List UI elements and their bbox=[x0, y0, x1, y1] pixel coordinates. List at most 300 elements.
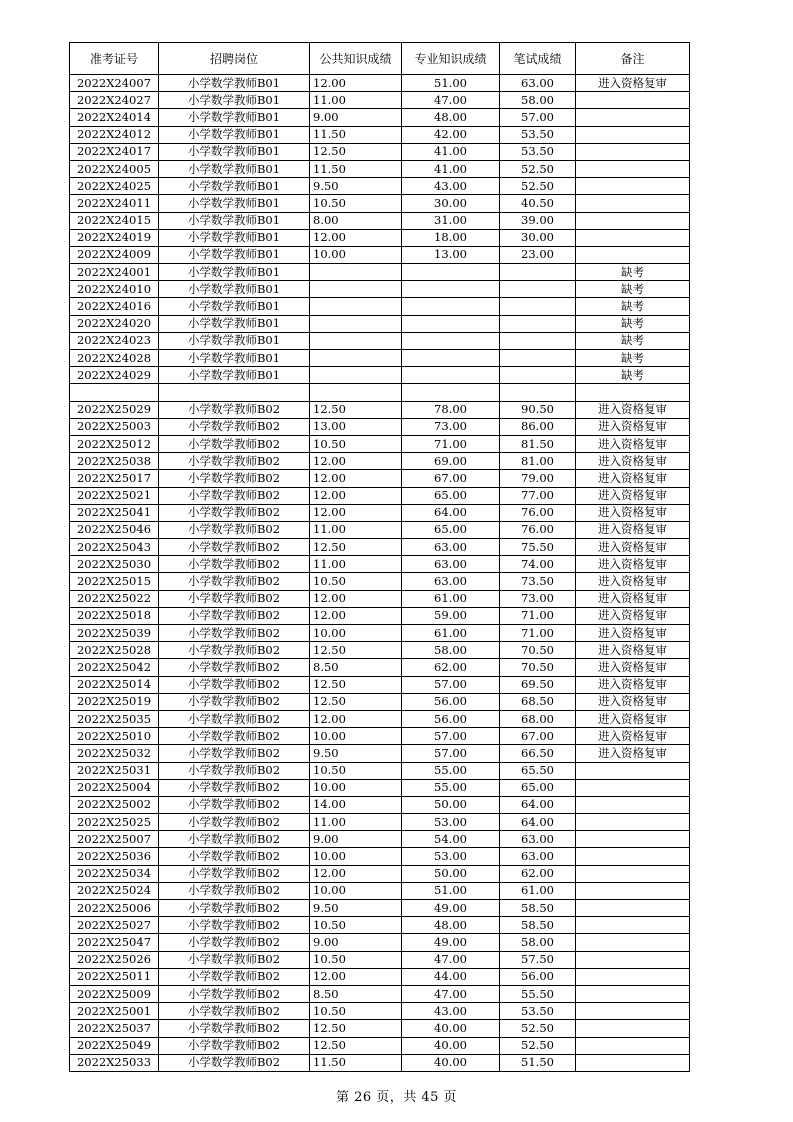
cell-professional-score: 49.00 bbox=[402, 934, 500, 951]
cell-written-score: 67.00 bbox=[500, 728, 576, 745]
cell-professional-score bbox=[402, 298, 500, 315]
header-position: 招聘岗位 bbox=[159, 43, 310, 75]
cell-remarks: 进入资格复审 bbox=[576, 521, 690, 538]
cell-exam-id: 2022X24023 bbox=[70, 332, 159, 349]
cell-written-score: 57.50 bbox=[500, 951, 576, 968]
cell-professional-score: 71.00 bbox=[402, 435, 500, 452]
cell-professional-score: 44.00 bbox=[402, 968, 500, 985]
table-row bbox=[70, 367, 690, 384]
cell-public-score: 10.50 bbox=[310, 917, 402, 934]
cell-remarks bbox=[576, 229, 690, 246]
cell-remarks bbox=[576, 1003, 690, 1020]
cell-position: 小学数学教师B01 bbox=[159, 109, 310, 126]
cell-position: 小学数学教师B02 bbox=[159, 435, 310, 452]
cell-written-score: 65.50 bbox=[500, 762, 576, 779]
cell-written-score: 62.00 bbox=[500, 865, 576, 882]
cell-position: 小学数学教师B02 bbox=[159, 848, 310, 865]
cell-public-score bbox=[310, 298, 402, 315]
cell-professional-score: 51.00 bbox=[402, 882, 500, 899]
cell-written-score: 81.50 bbox=[500, 435, 576, 452]
cell-professional-score: 55.00 bbox=[402, 762, 500, 779]
cell-public-score bbox=[310, 315, 402, 332]
cell-exam-id: 2022X24014 bbox=[70, 109, 159, 126]
cell-written-score: 58.50 bbox=[500, 900, 576, 917]
table-row bbox=[70, 831, 690, 848]
table-row bbox=[70, 1054, 690, 1071]
cell-position: 小学数学教师B02 bbox=[159, 401, 310, 418]
cell-public-score: 9.00 bbox=[310, 831, 402, 848]
cell-professional-score: 40.00 bbox=[402, 1020, 500, 1037]
header-row bbox=[70, 43, 690, 75]
cell-position: 小学数学教师B01 bbox=[159, 160, 310, 177]
cell-position: 小学数学教师B02 bbox=[159, 539, 310, 556]
cell-exam-id: 2022X25019 bbox=[70, 693, 159, 710]
cell-public-score: 14.00 bbox=[310, 796, 402, 813]
cell-public-score bbox=[310, 384, 402, 401]
cell-written-score: 63.00 bbox=[500, 848, 576, 865]
cell-position: 小学数学教师B02 bbox=[159, 968, 310, 985]
cell-exam-id: 2022X25022 bbox=[70, 590, 159, 607]
cell-written-score bbox=[500, 315, 576, 332]
cell-position: 小学数学教师B01 bbox=[159, 143, 310, 160]
cell-written-score bbox=[500, 281, 576, 298]
cell-remarks: 缺考 bbox=[576, 350, 690, 367]
cell-public-score: 11.50 bbox=[310, 160, 402, 177]
cell-professional-score: 30.00 bbox=[402, 195, 500, 212]
cell-exam-id: 2022X25018 bbox=[70, 607, 159, 624]
cell-exam-id: 2022X24016 bbox=[70, 298, 159, 315]
cell-position: 小学数学教师B02 bbox=[159, 659, 310, 676]
table-row bbox=[70, 350, 690, 367]
cell-remarks bbox=[576, 865, 690, 882]
cell-written-score: 39.00 bbox=[500, 212, 576, 229]
cell-written-score: 53.50 bbox=[500, 1003, 576, 1020]
table-row bbox=[70, 298, 690, 315]
cell-professional-score: 67.00 bbox=[402, 470, 500, 487]
table-row bbox=[70, 160, 690, 177]
cell-position: 小学数学教师B01 bbox=[159, 178, 310, 195]
cell-position: 小学数学教师B02 bbox=[159, 1054, 310, 1071]
cell-public-score: 12.00 bbox=[310, 75, 402, 92]
cell-public-score: 11.00 bbox=[310, 556, 402, 573]
cell-public-score: 12.50 bbox=[310, 1020, 402, 1037]
cell-professional-score: 65.00 bbox=[402, 487, 500, 504]
cell-exam-id: 2022X25049 bbox=[70, 1037, 159, 1054]
cell-position: 小学数学教师B02 bbox=[159, 573, 310, 590]
cell-professional-score bbox=[402, 384, 500, 401]
cell-written-score: 70.50 bbox=[500, 642, 576, 659]
cell-public-score: 10.00 bbox=[310, 246, 402, 263]
cell-written-score: 81.00 bbox=[500, 453, 576, 470]
cell-position bbox=[159, 384, 310, 401]
cell-written-score: 53.50 bbox=[500, 126, 576, 143]
cell-remarks bbox=[576, 951, 690, 968]
cell-public-score: 10.50 bbox=[310, 951, 402, 968]
cell-written-score: 53.50 bbox=[500, 143, 576, 160]
cell-remarks bbox=[576, 900, 690, 917]
cell-public-score: 10.00 bbox=[310, 848, 402, 865]
cell-position: 小学数学教师B02 bbox=[159, 882, 310, 899]
cell-public-score: 10.50 bbox=[310, 195, 402, 212]
table-row bbox=[70, 951, 690, 968]
cell-exam-id: 2022X24020 bbox=[70, 315, 159, 332]
cell-professional-score: 50.00 bbox=[402, 796, 500, 813]
cell-written-score: 86.00 bbox=[500, 418, 576, 435]
table-row bbox=[70, 384, 690, 401]
cell-exam-id: 2022X25029 bbox=[70, 401, 159, 418]
table-row bbox=[70, 229, 690, 246]
cell-public-score: 11.50 bbox=[310, 1054, 402, 1071]
table-row bbox=[70, 968, 690, 985]
table-row bbox=[70, 332, 690, 349]
cell-public-score bbox=[310, 281, 402, 298]
cell-professional-score: 41.00 bbox=[402, 143, 500, 160]
table-row bbox=[70, 470, 690, 487]
cell-remarks: 进入资格复审 bbox=[576, 659, 690, 676]
cell-exam-id: 2022X25039 bbox=[70, 625, 159, 642]
cell-remarks: 进入资格复审 bbox=[576, 75, 690, 92]
cell-exam-id: 2022X24005 bbox=[70, 160, 159, 177]
cell-professional-score: 63.00 bbox=[402, 573, 500, 590]
cell-professional-score: 50.00 bbox=[402, 865, 500, 882]
cell-remarks bbox=[576, 779, 690, 796]
cell-professional-score: 64.00 bbox=[402, 504, 500, 521]
table-row bbox=[70, 900, 690, 917]
cell-public-score: 10.50 bbox=[310, 1003, 402, 1020]
cell-exam-id: 2022X25035 bbox=[70, 710, 159, 727]
cell-remarks: 缺考 bbox=[576, 315, 690, 332]
cell-written-score: 90.50 bbox=[500, 401, 576, 418]
cell-written-score bbox=[500, 332, 576, 349]
cell-public-score: 11.50 bbox=[310, 126, 402, 143]
cell-position: 小学数学教师B02 bbox=[159, 487, 310, 504]
cell-professional-score: 54.00 bbox=[402, 831, 500, 848]
table-row bbox=[70, 796, 690, 813]
cell-written-score: 64.00 bbox=[500, 814, 576, 831]
cell-public-score: 12.00 bbox=[310, 487, 402, 504]
table-row bbox=[70, 659, 690, 676]
cell-position: 小学数学教师B02 bbox=[159, 504, 310, 521]
cell-position: 小学数学教师B02 bbox=[159, 418, 310, 435]
cell-remarks: 进入资格复审 bbox=[576, 573, 690, 590]
cell-professional-score: 56.00 bbox=[402, 693, 500, 710]
cell-professional-score: 61.00 bbox=[402, 590, 500, 607]
table-row bbox=[70, 865, 690, 882]
cell-public-score: 12.00 bbox=[310, 229, 402, 246]
cell-written-score: 76.00 bbox=[500, 504, 576, 521]
cell-position: 小学数学教师B02 bbox=[159, 470, 310, 487]
cell-public-score: 12.00 bbox=[310, 607, 402, 624]
table-row bbox=[70, 195, 690, 212]
cell-remarks bbox=[576, 246, 690, 263]
cell-public-score: 10.50 bbox=[310, 573, 402, 590]
cell-remarks bbox=[576, 92, 690, 109]
table-row bbox=[70, 642, 690, 659]
cell-written-score: 56.00 bbox=[500, 968, 576, 985]
cell-public-score: 12.00 bbox=[310, 590, 402, 607]
cell-exam-id: 2022X25024 bbox=[70, 882, 159, 899]
cell-public-score: 8.00 bbox=[310, 212, 402, 229]
cell-professional-score: 40.00 bbox=[402, 1037, 500, 1054]
cell-exam-id: 2022X25006 bbox=[70, 900, 159, 917]
cell-position: 小学数学教师B02 bbox=[159, 779, 310, 796]
cell-professional-score: 13.00 bbox=[402, 246, 500, 263]
cell-position: 小学数学教师B01 bbox=[159, 264, 310, 281]
table-row bbox=[70, 92, 690, 109]
table-row bbox=[70, 882, 690, 899]
cell-exam-id: 2022X25027 bbox=[70, 917, 159, 934]
cell-remarks: 进入资格复审 bbox=[576, 539, 690, 556]
cell-written-score: 30.00 bbox=[500, 229, 576, 246]
cell-written-score: 69.50 bbox=[500, 676, 576, 693]
table-body bbox=[70, 75, 690, 1072]
table-row bbox=[70, 264, 690, 281]
cell-position: 小学数学教师B01 bbox=[159, 229, 310, 246]
cell-professional-score: 78.00 bbox=[402, 401, 500, 418]
cell-exam-id: 2022X25043 bbox=[70, 539, 159, 556]
cell-written-score: 52.50 bbox=[500, 178, 576, 195]
cell-written-score: 51.50 bbox=[500, 1054, 576, 1071]
table-row bbox=[70, 126, 690, 143]
table-row bbox=[70, 143, 690, 160]
table-row bbox=[70, 710, 690, 727]
cell-exam-id: 2022X25025 bbox=[70, 814, 159, 831]
score-table bbox=[69, 42, 690, 1072]
table-row bbox=[70, 401, 690, 418]
cell-position: 小学数学教师B02 bbox=[159, 693, 310, 710]
cell-professional-score: 53.00 bbox=[402, 814, 500, 831]
header-professional-score: 专业知识成绩 bbox=[402, 43, 500, 75]
cell-position: 小学数学教师B02 bbox=[159, 710, 310, 727]
cell-position: 小学数学教师B01 bbox=[159, 126, 310, 143]
cell-exam-id: 2022X24017 bbox=[70, 143, 159, 160]
cell-remarks: 进入资格复审 bbox=[576, 676, 690, 693]
cell-remarks: 缺考 bbox=[576, 332, 690, 349]
table-row bbox=[70, 985, 690, 1002]
cell-public-score: 12.50 bbox=[310, 1037, 402, 1054]
cell-exam-id: 2022X24009 bbox=[70, 246, 159, 263]
cell-public-score: 8.50 bbox=[310, 659, 402, 676]
cell-exam-id: 2022X25004 bbox=[70, 779, 159, 796]
header-exam-id: 准考证号 bbox=[70, 43, 159, 75]
cell-remarks: 缺考 bbox=[576, 281, 690, 298]
cell-position: 小学数学教师B02 bbox=[159, 831, 310, 848]
cell-public-score: 12.50 bbox=[310, 693, 402, 710]
cell-professional-score: 47.00 bbox=[402, 985, 500, 1002]
cell-exam-id: 2022X25033 bbox=[70, 1054, 159, 1071]
cell-exam-id: 2022X25030 bbox=[70, 556, 159, 573]
cell-public-score: 12.00 bbox=[310, 865, 402, 882]
cell-written-score bbox=[500, 384, 576, 401]
cell-written-score: 73.00 bbox=[500, 590, 576, 607]
cell-public-score: 12.00 bbox=[310, 470, 402, 487]
cell-professional-score: 69.00 bbox=[402, 453, 500, 470]
cell-exam-id: 2022X24029 bbox=[70, 367, 159, 384]
cell-professional-score bbox=[402, 367, 500, 384]
cell-remarks bbox=[576, 195, 690, 212]
cell-position: 小学数学教师B01 bbox=[159, 332, 310, 349]
cell-public-score: 11.00 bbox=[310, 814, 402, 831]
cell-remarks: 进入资格复审 bbox=[576, 401, 690, 418]
cell-exam-id: 2022X24007 bbox=[70, 75, 159, 92]
cell-position: 小学数学教师B02 bbox=[159, 917, 310, 934]
cell-remarks bbox=[576, 109, 690, 126]
cell-exam-id: 2022X24012 bbox=[70, 126, 159, 143]
cell-position: 小学数学教师B02 bbox=[159, 728, 310, 745]
cell-remarks bbox=[576, 917, 690, 934]
cell-written-score: 68.00 bbox=[500, 710, 576, 727]
cell-public-score bbox=[310, 367, 402, 384]
cell-professional-score: 41.00 bbox=[402, 160, 500, 177]
table-row bbox=[70, 178, 690, 195]
table-row bbox=[70, 487, 690, 504]
cell-remarks: 进入资格复审 bbox=[576, 710, 690, 727]
cell-remarks: 进入资格复审 bbox=[576, 607, 690, 624]
cell-position: 小学数学教师B02 bbox=[159, 625, 310, 642]
cell-public-score: 12.50 bbox=[310, 539, 402, 556]
cell-position: 小学数学教师B02 bbox=[159, 1003, 310, 1020]
cell-public-score: 12.50 bbox=[310, 143, 402, 160]
cell-written-score: 52.50 bbox=[500, 1020, 576, 1037]
cell-public-score: 9.50 bbox=[310, 178, 402, 195]
cell-remarks bbox=[576, 143, 690, 160]
cell-professional-score: 42.00 bbox=[402, 126, 500, 143]
cell-remarks bbox=[576, 126, 690, 143]
cell-professional-score: 57.00 bbox=[402, 728, 500, 745]
cell-position: 小学数学教师B02 bbox=[159, 865, 310, 882]
table-row bbox=[70, 1037, 690, 1054]
cell-remarks bbox=[576, 212, 690, 229]
cell-position: 小学数学教师B02 bbox=[159, 814, 310, 831]
cell-remarks bbox=[576, 985, 690, 1002]
cell-written-score bbox=[500, 264, 576, 281]
cell-position: 小学数学教师B02 bbox=[159, 951, 310, 968]
header-remarks: 备注 bbox=[576, 43, 690, 75]
cell-public-score bbox=[310, 350, 402, 367]
table-row bbox=[70, 504, 690, 521]
cell-remarks bbox=[576, 1054, 690, 1071]
cell-exam-id: 2022X24019 bbox=[70, 229, 159, 246]
cell-professional-score: 58.00 bbox=[402, 642, 500, 659]
cell-professional-score: 49.00 bbox=[402, 900, 500, 917]
cell-professional-score bbox=[402, 332, 500, 349]
cell-exam-id: 2022X25038 bbox=[70, 453, 159, 470]
cell-position: 小学数学教师B01 bbox=[159, 350, 310, 367]
table-row bbox=[70, 453, 690, 470]
table-row bbox=[70, 556, 690, 573]
cell-public-score bbox=[310, 332, 402, 349]
cell-written-score: 68.50 bbox=[500, 693, 576, 710]
cell-remarks bbox=[576, 814, 690, 831]
cell-position: 小学数学教师B02 bbox=[159, 607, 310, 624]
cell-exam-id: 2022X24010 bbox=[70, 281, 159, 298]
table-row bbox=[70, 539, 690, 556]
cell-public-score: 10.00 bbox=[310, 779, 402, 796]
page-footer: 第 26 页，共 45 页 bbox=[335, 1090, 458, 1105]
cell-public-score: 11.00 bbox=[310, 92, 402, 109]
cell-remarks: 进入资格复审 bbox=[576, 487, 690, 504]
cell-written-score: 74.00 bbox=[500, 556, 576, 573]
cell-written-score: 70.50 bbox=[500, 659, 576, 676]
cell-remarks: 进入资格复审 bbox=[576, 590, 690, 607]
cell-remarks: 进入资格复审 bbox=[576, 418, 690, 435]
cell-exam-id: 2022X24028 bbox=[70, 350, 159, 367]
cell-professional-score: 40.00 bbox=[402, 1054, 500, 1071]
cell-exam-id: 2022X25014 bbox=[70, 676, 159, 693]
table-row bbox=[70, 573, 690, 590]
cell-remarks: 进入资格复审 bbox=[576, 435, 690, 452]
cell-exam-id: 2022X25036 bbox=[70, 848, 159, 865]
cell-position: 小学数学教师B02 bbox=[159, 985, 310, 1002]
cell-remarks bbox=[576, 1037, 690, 1054]
table-row bbox=[70, 1020, 690, 1037]
cell-professional-score: 63.00 bbox=[402, 539, 500, 556]
cell-exam-id: 2022X24011 bbox=[70, 195, 159, 212]
cell-written-score: 71.00 bbox=[500, 625, 576, 642]
cell-professional-score: 65.00 bbox=[402, 521, 500, 538]
cell-remarks: 进入资格复审 bbox=[576, 453, 690, 470]
cell-remarks bbox=[576, 796, 690, 813]
cell-position: 小学数学教师B02 bbox=[159, 900, 310, 917]
cell-position: 小学数学教师B01 bbox=[159, 92, 310, 109]
cell-professional-score: 43.00 bbox=[402, 178, 500, 195]
cell-written-score: 61.00 bbox=[500, 882, 576, 899]
cell-professional-score: 57.00 bbox=[402, 676, 500, 693]
cell-exam-id: 2022X25046 bbox=[70, 521, 159, 538]
cell-exam-id: 2022X25031 bbox=[70, 762, 159, 779]
cell-written-score bbox=[500, 298, 576, 315]
header-public-score: 公共知识成绩 bbox=[310, 43, 402, 75]
table-row bbox=[70, 676, 690, 693]
cell-written-score: 58.00 bbox=[500, 934, 576, 951]
cell-exam-id: 2022X24015 bbox=[70, 212, 159, 229]
table-row bbox=[70, 315, 690, 332]
cell-exam-id: 2022X25021 bbox=[70, 487, 159, 504]
cell-remarks: 缺考 bbox=[576, 367, 690, 384]
table-row bbox=[70, 728, 690, 745]
cell-professional-score: 51.00 bbox=[402, 75, 500, 92]
cell-remarks: 缺考 bbox=[576, 298, 690, 315]
cell-public-score: 12.50 bbox=[310, 676, 402, 693]
cell-written-score: 57.00 bbox=[500, 109, 576, 126]
cell-position: 小学数学教师B02 bbox=[159, 453, 310, 470]
cell-exam-id: 2022X25015 bbox=[70, 573, 159, 590]
cell-written-score: 52.50 bbox=[500, 160, 576, 177]
table-row bbox=[70, 607, 690, 624]
cell-professional-score: 55.00 bbox=[402, 779, 500, 796]
cell-remarks bbox=[576, 160, 690, 177]
cell-professional-score: 48.00 bbox=[402, 109, 500, 126]
cell-exam-id: 2022X25011 bbox=[70, 968, 159, 985]
cell-position: 小学数学教师B01 bbox=[159, 298, 310, 315]
cell-public-score: 9.50 bbox=[310, 745, 402, 762]
cell-professional-score bbox=[402, 350, 500, 367]
cell-written-score bbox=[500, 350, 576, 367]
table-row bbox=[70, 762, 690, 779]
cell-remarks bbox=[576, 882, 690, 899]
table-row bbox=[70, 934, 690, 951]
cell-professional-score: 18.00 bbox=[402, 229, 500, 246]
table-row bbox=[70, 625, 690, 642]
header-written-score: 笔试成绩 bbox=[500, 43, 576, 75]
cell-position: 小学数学教师B02 bbox=[159, 1037, 310, 1054]
cell-public-score bbox=[310, 264, 402, 281]
cell-public-score: 11.00 bbox=[310, 521, 402, 538]
table-row bbox=[70, 814, 690, 831]
table-row bbox=[70, 745, 690, 762]
cell-remarks: 进入资格复审 bbox=[576, 728, 690, 745]
cell-exam-id: 2022X25012 bbox=[70, 435, 159, 452]
